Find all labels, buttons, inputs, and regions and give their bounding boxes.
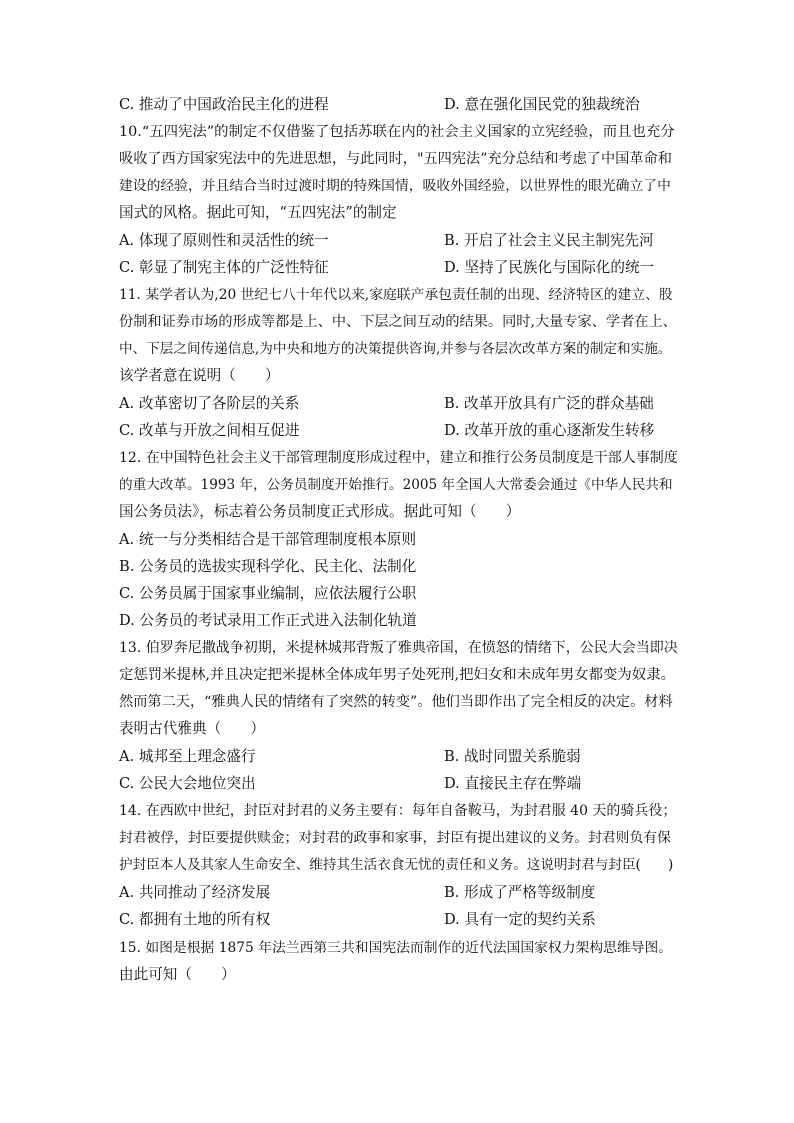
q13-stem-line: 定惩罚米提林,并且决定把米提林全体成年男子处死刑,把妇女和未成年男女都变为奴隶。 <box>119 667 675 683</box>
q12-option-b: B. 公务员的选拔实现科学化、民主化、法制化 <box>119 558 417 575</box>
q14-option-d: D. 具有一定的契约关系 <box>444 911 596 928</box>
q10-stem-line: 国式的风格。据此可知，“五四宪法”的制定 <box>119 204 397 221</box>
q14-stem-line: 封君被俘，封臣要提供赎金；对封君的政事和家事，封臣有提出建议的义务。封君则负有保 <box>119 830 671 846</box>
q13-stem-line: 然而第二天，“雅典人民的情绪有了突然的转变”。他们当即作出了完全相反的决定。材料 <box>119 694 673 710</box>
q13-stem-line: 13. 伯罗奔尼撒战争初期，米提林城邦背叛了雅典帝国，在愤怒的情绪下，公民大会当即决 <box>119 640 678 656</box>
q9-option-d: D. 意在强化国民党的独裁统治 <box>444 96 640 113</box>
q11-stem-line: 该学者意在说明（ ） <box>119 367 280 384</box>
q15-stem-line: 由此可知（ ） <box>119 966 236 983</box>
q11-option-c: C. 改革与开放之间相互促进 <box>119 422 300 439</box>
q10-option-b: B. 开启了社会主义民主制宪先河 <box>444 232 654 249</box>
q11-stem-line: 份制和证券市场的形成等都是上、中、下层之间互动的结果。同时,大量专家、学者在上、 <box>119 314 677 330</box>
q10-option-c: C. 彰显了制宪主体的广泛性特征 <box>119 259 329 276</box>
q14-stem-line: 护封臣本人及其家人生命安全、维持其生活衣食无忧的责任和义务。这说明封君与封臣( ) <box>119 857 674 873</box>
q14-option-c: C. 都拥有土地的所有权 <box>119 911 271 928</box>
q13-option-c: C. 公民大会地位突出 <box>119 775 256 792</box>
q14-option-a: A. 共同推动了经济发展 <box>119 884 271 901</box>
q12-option-a: A. 统一与分类相结合是干部管理制度根本原则 <box>119 531 417 548</box>
q10-option-a: A. 体现了原则性和灵活性的统一 <box>119 232 329 249</box>
q15-stem-line: 15. 如图是根据 1875 年法兰西第三共和国宪法而制作的近代法国国家权力架构思维导图。 <box>119 940 673 956</box>
q13-option-a: A. 城邦至上理念盛行 <box>119 748 256 765</box>
q11-option-d: D. 改革开放的重心逐渐发生转移 <box>444 422 655 439</box>
q13-option-d: D. 直接民主存在弊端 <box>444 775 582 792</box>
q12-stem-line: 国公务员法》，标志着公务员制度正式形成。据此可知（ ） <box>119 503 521 520</box>
q11-stem-line: 中、下层之间传递信息,为中央和地方的决策提供咨询,并参与各层次改革方案的制定和实施。 <box>119 341 672 357</box>
q10-stem-line: 吸收了西方国家宪法中的先进思想，与此同时，"五四宪法”充分总结和考虑了中国革命和 <box>119 151 672 167</box>
q12-option-c: C. 公务员属于国家事业编制，应依法履行公职 <box>119 585 417 602</box>
q14-option-b: B. 形成了严格等级制度 <box>444 884 596 901</box>
q10-stem-line: 建设的经验，并且结合当时过渡时期的特殊国情，吸收外国经验，以世界性的眼光确立了中 <box>119 178 671 194</box>
q13-stem-line: 表明古代雅典（ ） <box>119 720 265 737</box>
q12-stem-line: 12. 在中国特色社会主义干部管理制度形成过程中，建立和推行公务员制度是干部人事制度 <box>119 450 678 466</box>
q10-stem-line: 10.“五四宪法”的制定不仅借鉴了包括苏联在内的社会主义国家的立宪经验，而且也充分 <box>119 124 675 140</box>
q11-stem-line: 11. 某学者认为,20 世纪七八十年代以来,家庭联产承包责任制的出现、经济特区的建立、股 <box>119 287 673 303</box>
q10-option-d: D. 坚持了民族化与国际化的统一 <box>444 259 655 276</box>
q13-option-b: B. 战时同盟关系脆弱 <box>444 748 581 765</box>
q11-option-b: B. 改革开放具有广泛的群众基础 <box>444 395 654 412</box>
q12-option-d: D. 公务员的考试录用工作正式进入法制化轨道 <box>119 612 417 629</box>
q11-option-a: A. 改革密切了各阶层的关系 <box>119 395 300 412</box>
q14-stem-line: 14. 在西欧中世纪，封臣对封君的义务主要有：每年自备鞍马，为封君服 40 天的骑兵役； <box>119 803 677 819</box>
q9-option-c: C. 推动了中国政治民主化的进程 <box>119 96 329 113</box>
q12-stem-line: 的重大改革。1993 年，公务员制度开始推行。2005 年全国人大常委会通过《中华人民共和 <box>119 477 673 493</box>
